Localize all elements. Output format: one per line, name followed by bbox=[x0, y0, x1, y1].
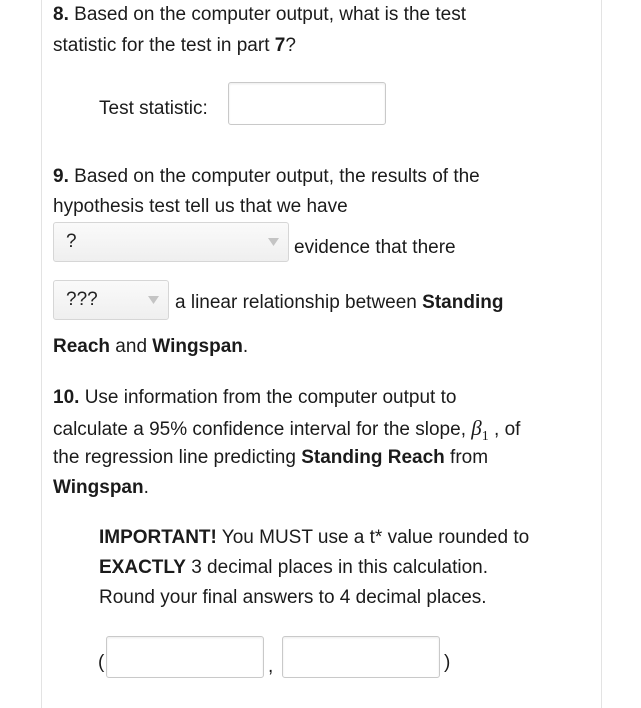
q9-standing-bold: Standing bbox=[422, 292, 504, 313]
q9-after-select2 bbox=[175, 288, 503, 318]
q10-text-1: Use information from the computer output to bbox=[84, 387, 457, 408]
q10-line3 bbox=[53, 443, 488, 473]
q9-line2 bbox=[53, 192, 348, 222]
q8-number: 8. bbox=[53, 4, 69, 25]
q8-line1 bbox=[53, 0, 466, 30]
test-statistic-label: Test statistic: bbox=[99, 98, 208, 119]
relationship-select-value: ??? bbox=[66, 289, 98, 310]
important-text-1: You MUST use a t* value rounded to bbox=[216, 527, 530, 548]
q9-number: 9. bbox=[53, 166, 69, 187]
q9-text-2: hypothesis test tell us that we have bbox=[53, 196, 348, 217]
relationship-select[interactable] bbox=[53, 280, 169, 320]
ci-comma: , bbox=[268, 656, 274, 677]
ci-close-paren: ) bbox=[444, 652, 451, 673]
q9-line1 bbox=[53, 162, 480, 192]
important-line2 bbox=[99, 553, 488, 583]
q10-number: 10. bbox=[53, 387, 80, 408]
ci-open-paren: ( bbox=[98, 652, 105, 673]
q9-and: and bbox=[110, 336, 153, 357]
q8-text-2a: statistic for the test in part bbox=[53, 35, 275, 56]
ci-lower-input[interactable] bbox=[106, 636, 264, 678]
q10-line4 bbox=[53, 473, 149, 503]
beta-symbol: β bbox=[471, 416, 482, 440]
important-bold: IMPORTANT! bbox=[99, 527, 217, 548]
test-statistic-input[interactable] bbox=[228, 82, 386, 125]
slope-symbol bbox=[471, 416, 489, 445]
q10-text-2a: calculate a 95% confidence interval for the slope, bbox=[53, 419, 472, 440]
q9-text-1: Based on the computer output, the results of the bbox=[74, 166, 480, 187]
q9-wingspan-bold: Wingspan bbox=[152, 336, 243, 357]
q9-line4 bbox=[53, 332, 248, 362]
important-text-3: Round your final answers to 4 decimal places. bbox=[99, 587, 487, 608]
q9-after-select1: evidence that there bbox=[294, 237, 456, 258]
q9-reach-bold: Reach bbox=[53, 336, 111, 357]
beta-subscript: 1 bbox=[481, 429, 489, 445]
important-line1 bbox=[99, 523, 529, 553]
q10-text-3a: the regression line predicting bbox=[53, 447, 302, 468]
chevron-down-icon bbox=[258, 223, 288, 261]
evidence-select[interactable] bbox=[53, 222, 289, 262]
q10-line1 bbox=[53, 383, 456, 413]
q10-text-2b: , of bbox=[488, 419, 521, 440]
q8-part-ref: 7 bbox=[274, 35, 286, 56]
q8-text-1: Based on the computer output, what is the test bbox=[74, 4, 466, 25]
q10-wingspan-bold: Wingspan bbox=[53, 477, 144, 498]
ci-upper-input[interactable] bbox=[282, 636, 440, 678]
chevron-down-icon bbox=[138, 281, 168, 319]
q9-period: . bbox=[242, 336, 249, 357]
evidence-select-value: ? bbox=[66, 231, 77, 252]
important-line3 bbox=[99, 583, 487, 613]
q10-period: . bbox=[143, 477, 149, 498]
q8-text-2b: ? bbox=[285, 35, 296, 56]
exactly-bold: EXACTLY bbox=[99, 557, 186, 578]
q10-standing-reach-bold: Standing Reach bbox=[301, 447, 445, 468]
q8-line2 bbox=[53, 31, 296, 61]
q10-text-3b: from bbox=[444, 447, 489, 468]
q9-after-select2-text: a linear relationship between bbox=[175, 292, 423, 313]
important-text-2: 3 decimal places in this calculation. bbox=[185, 557, 488, 578]
